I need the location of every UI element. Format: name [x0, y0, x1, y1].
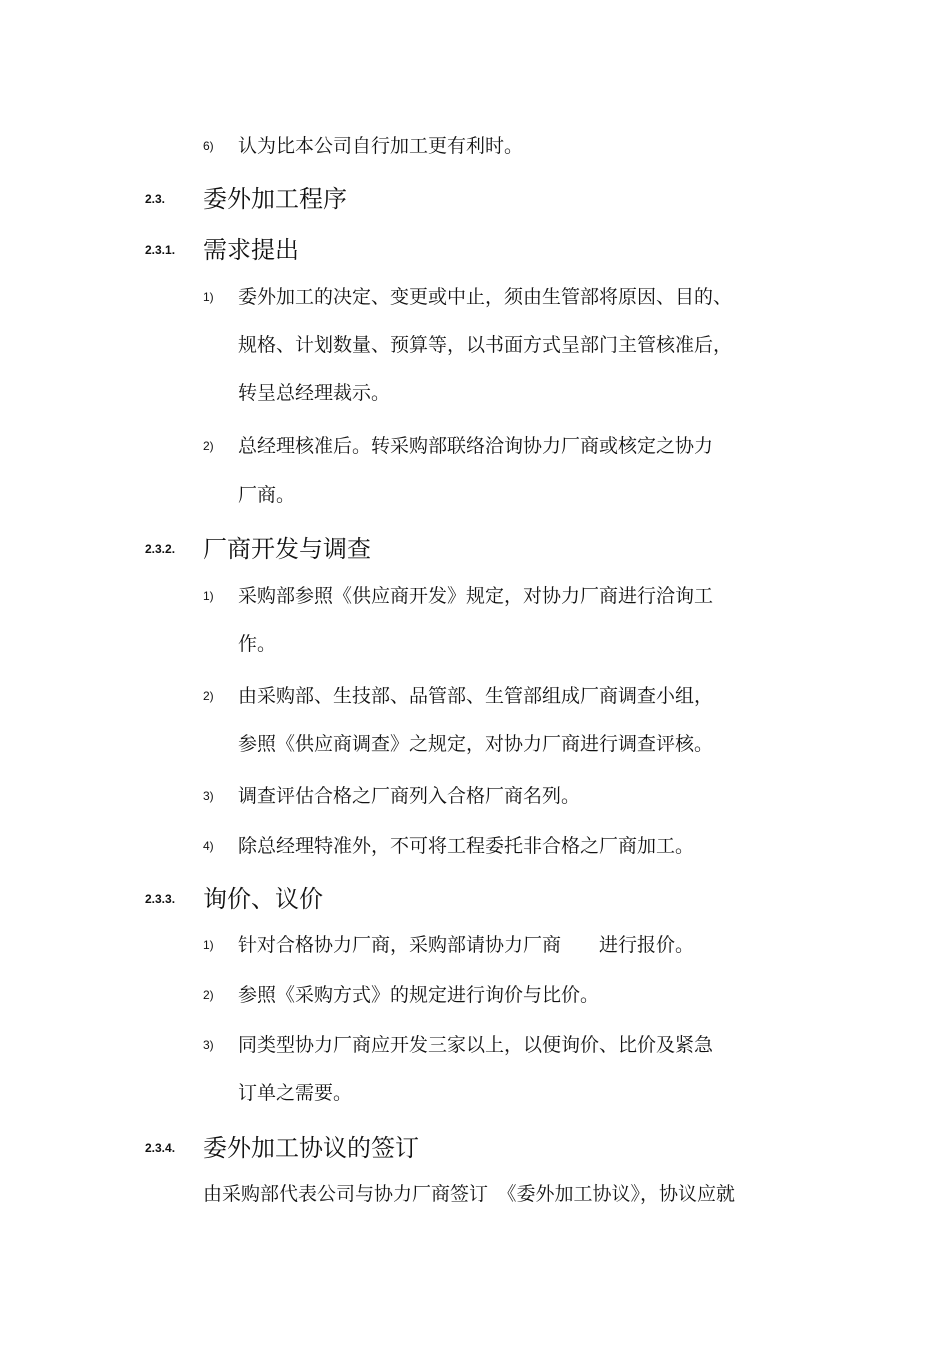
paragraph-text: 由采购部代表公司与协力厂商签订 《委外加工协议》，协议应就 [203, 1183, 736, 1205]
list-item-text: 规格、计划数量、预算等，以书面方式呈部门主管核准后， [238, 334, 733, 356]
list-number: 2) [203, 439, 214, 453]
section-heading: 询价、议价 [203, 885, 323, 913]
section-heading: 委外加工程序 [203, 185, 347, 213]
list-number: 3) [203, 789, 214, 803]
list-item-text: 除总经理特准外，不可将工程委托非合格之厂商加工。 [238, 835, 695, 857]
list-item-text: 订单之需要。 [238, 1082, 353, 1104]
list-item-text: 采购部参照《供应商开发》规定，对协力厂商进行洽询工 [238, 585, 714, 607]
list-item-text: 调查评估合格之厂商列入合格厂商名列。 [238, 785, 581, 807]
list-item-text: 同类型协力厂商应开发三家以上，以便询价、比价及紧急 [238, 1034, 714, 1056]
list-item-text: 由采购部、生技部、品管部、生管部组成厂商调查小组， [238, 685, 714, 707]
section-number: 2.3.3. [145, 892, 176, 906]
list-number: 2) [203, 689, 214, 703]
section-number: 2.3.1. [145, 243, 176, 257]
list-number: 1) [203, 589, 214, 603]
section-heading: 需求提出 [203, 236, 299, 264]
list-item-text: 参照《采购方式》的规定进行询价与比价。 [238, 984, 600, 1006]
list-number: 6) [203, 139, 214, 153]
list-number: 2) [203, 988, 214, 1002]
section-heading: 委外加工协议的签订 [203, 1134, 419, 1162]
list-item-text: 针对合格协力厂商，采购部请协力厂商 进行报价。 [238, 934, 695, 956]
section-number: 2.3.4. [145, 1141, 176, 1155]
list-item-text: 作。 [238, 633, 277, 655]
section-heading: 厂商开发与调查 [203, 535, 371, 563]
list-item-text: 参照《供应商调查》之规定，对协力厂商进行调查评核。 [238, 733, 714, 755]
list-item-text: 认为比本公司自行加工更有利时。 [238, 135, 524, 157]
list-item-text: 总经理核准后。转采购部联络洽询协力厂商或核定之协力 [238, 435, 714, 457]
list-number: 4) [203, 839, 214, 853]
list-item-text: 委外加工的决定、变更或中止，须由生管部将原因、目的、 [238, 286, 733, 308]
list-item-text: 厂商。 [238, 484, 296, 506]
list-item-text: 转呈总经理裁示。 [238, 382, 391, 404]
section-number: 2.3. [145, 192, 166, 206]
list-number: 1) [203, 290, 214, 304]
section-number: 2.3.2. [145, 542, 176, 556]
list-number: 1) [203, 938, 214, 952]
list-number: 3) [203, 1038, 214, 1052]
